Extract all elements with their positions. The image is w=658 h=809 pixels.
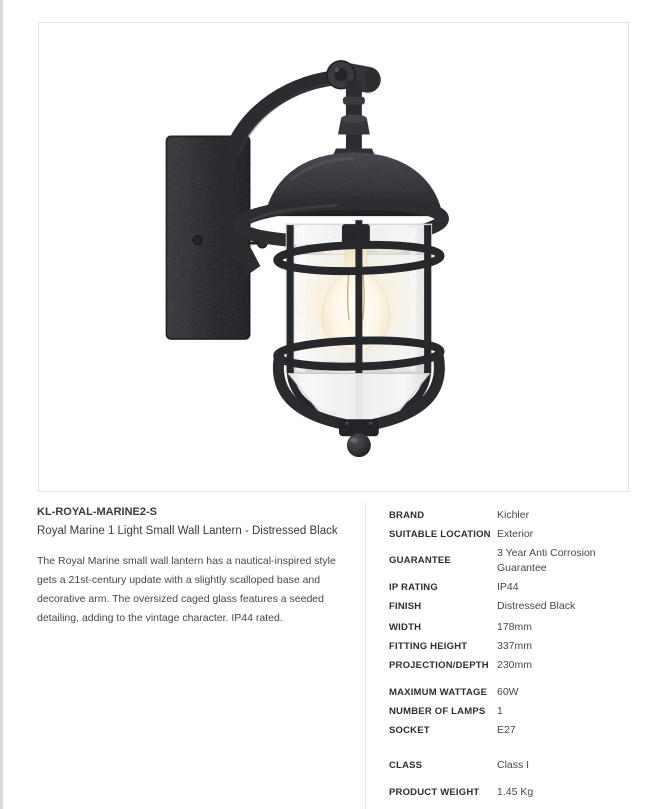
- product-description: The Royal Marine small wall lantern has a nautical-inspired style gets a 21st-century update with a slightly scalloped base and decorative arm. The oversized caged glass features a seeded detailing, adding to the vintage character. IP44 rated.: [37, 555, 336, 624]
- spec-value: 1: [497, 705, 503, 717]
- spec-row-class: [389, 758, 631, 773]
- spec-row-socket: [389, 723, 631, 738]
- spec-value: 337mm: [497, 640, 533, 652]
- spec-label: IP RATING: [389, 581, 438, 593]
- product-info-section: [37, 506, 363, 628]
- product-code: KL-ROYAL-MARINE2-S: [37, 506, 157, 518]
- spec-label: FINISH: [389, 600, 422, 612]
- spec-value: Class I: [497, 759, 530, 771]
- spec-row-product-weight: [389, 785, 631, 800]
- product-image-panel: [38, 22, 629, 492]
- spec-row-guarantee: [389, 546, 631, 576]
- spec-value: Kichler: [497, 509, 530, 521]
- spec-value: 178mm: [497, 621, 533, 633]
- spec-label: PRODUCT WEIGHT: [389, 786, 480, 798]
- spec-label: FITTING HEIGHT: [389, 640, 468, 652]
- spec-label: BRAND: [389, 509, 425, 521]
- spec-value: 1.45 Kg: [497, 786, 534, 798]
- spec-value: 230mm: [497, 659, 533, 671]
- spec-row-width: [389, 620, 631, 635]
- spec-table: [389, 508, 631, 804]
- spec-value: 3 Year Anti Corrosion Guarantee: [497, 547, 596, 574]
- spec-value: E27: [497, 724, 516, 736]
- spec-row-number-of-lamps: [389, 704, 631, 719]
- spec-label: MAXIMUM WATTAGE: [389, 686, 488, 698]
- spec-label: SUITABLE LOCATION: [389, 528, 491, 540]
- spec-value: 60W: [497, 686, 519, 698]
- spec-label: PROJECTION/DEPTH: [389, 659, 489, 671]
- spec-row-projection-depth: [389, 658, 631, 673]
- spec-label: GUARANTEE: [389, 555, 451, 566]
- product-image: [39, 23, 628, 491]
- spec-label: NUMBER OF LAMPS: [389, 705, 486, 717]
- page-left-border: [0, 0, 3, 809]
- spec-row-finish: [389, 599, 631, 614]
- spec-label: CLASS: [389, 759, 423, 771]
- spec-value: Distressed Black: [497, 600, 576, 612]
- spec-label: SOCKET: [389, 724, 430, 736]
- spec-row-suitable-location: [389, 527, 631, 542]
- spec-row-ip-rating: [389, 580, 631, 595]
- column-divider: [365, 503, 366, 809]
- spec-row-maximum-wattage: [389, 685, 631, 700]
- spec-value: IP44: [497, 581, 519, 593]
- spec-row-fitting-height: [389, 639, 631, 654]
- plate-screw-knob: [193, 236, 202, 245]
- product-title: Royal Marine 1 Light Small Wall Lantern - Distressed Black: [37, 525, 338, 537]
- spec-label: WIDTH: [389, 621, 422, 633]
- spec-value: Exterior: [497, 528, 534, 540]
- spec-row-brand: [389, 508, 631, 523]
- finial-ball: [347, 433, 371, 457]
